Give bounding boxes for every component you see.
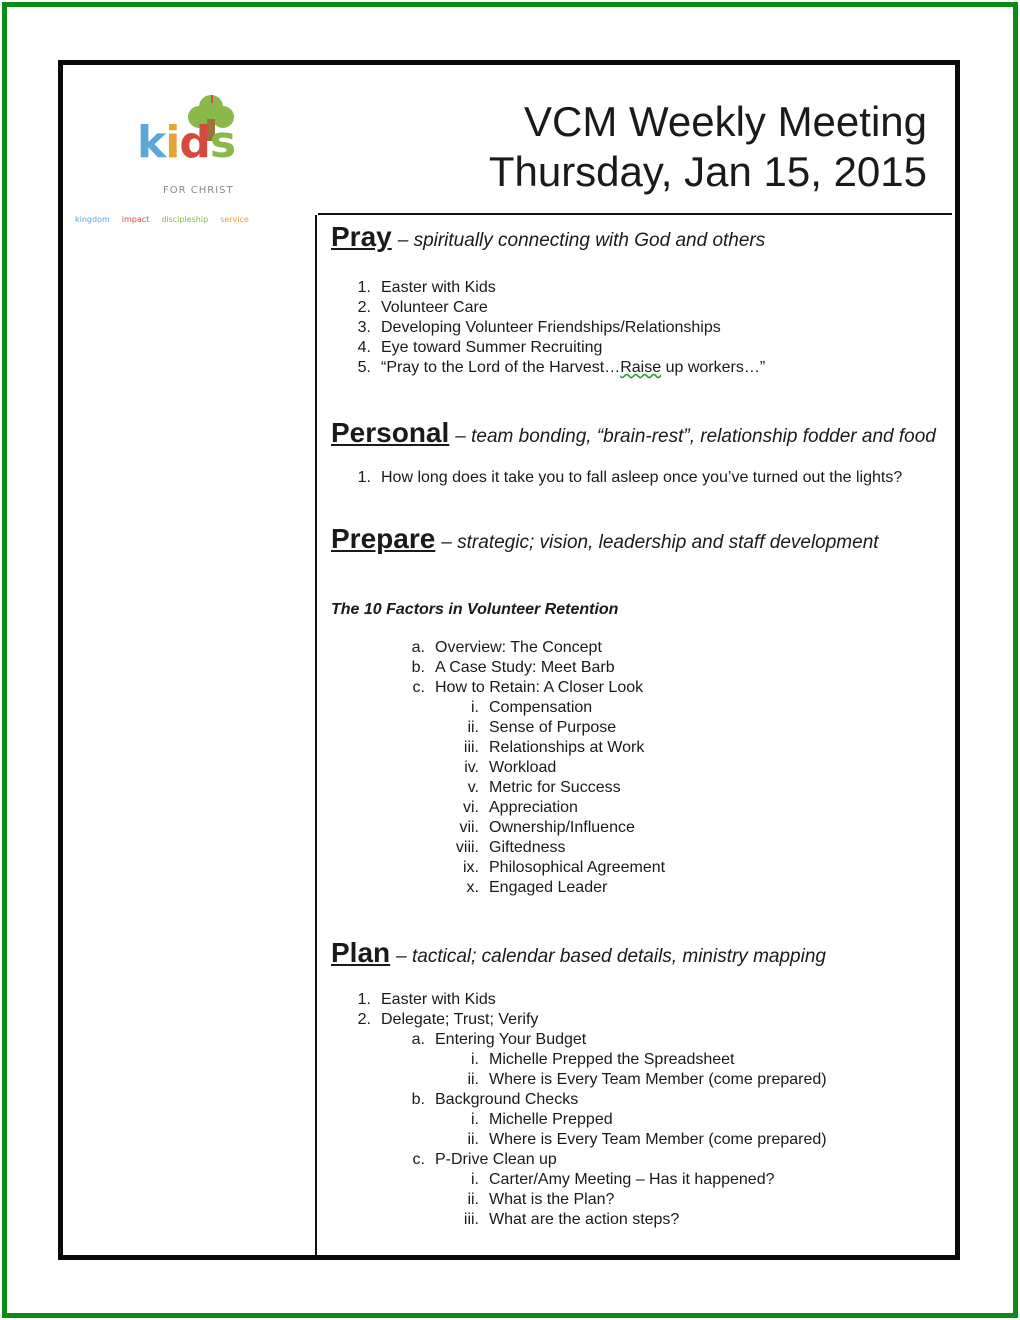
- title-line-2: Thursday, Jan 15, 2015: [488, 148, 927, 195]
- prepare-heading: Prepare: [331, 523, 436, 554]
- prepare-section: [331, 523, 951, 555]
- pray-heading: Pray: [331, 221, 392, 252]
- header-divider: [318, 213, 952, 215]
- prepare-subheading: The 10 Factors in Volunteer Retention: [331, 601, 619, 618]
- logo-word: kids: [137, 117, 236, 168]
- logo-tagline: kingdom impact discipleship service: [75, 215, 249, 224]
- personal-heading: Personal: [331, 417, 450, 448]
- prepare-description: – strategic; vision, leadership and staff development: [441, 532, 879, 553]
- document-page: kids FOR CHRIST kingdom impact discipleship service VCM Weekly Meeting Thursday, Jan 15, 2015 Pray – spiritually connecting with God and others 1. Easter with Kids 2. Volunteer Care 3. Developing Volunteer Friendships/Relationships 4. Eye toward Summer Recruiting 5. “Pray to the Lord of the Harvest…Raise up workers…” Personal – team bonding, “brain-rest”, relationship fodder and food 1. How long does it take you to fall asleep once you’ve turned out the lights? Prepare – strategic; vision, leadership and staff development The 10 Factors in Volunteer Retention a. Overview: The Concept b. A Case Study: Meet Barb c. How to Retain: A Closer Look i. Compensation ii. Sense of Purpose iii. Relationships at Work iv. Workload v. Metric for Success vi. Appreciation vii. Ownership/Influence viii. Giftedness ix. Philosophical Agreement x. Engaged Leader Plan – tactical; calendar based details, ministry mapping 1. Easter with Kids 2. Delegate; Trust; Verify a. Entering Your Budget i. Michelle Prepped the Spreadsheet ii. Where is Every Team Member (come prepared) b. Background Checks i. Michelle Prepped ii. Where is Every Team Member (come prepared) c. P-Drive Clean up i. Carter/Amy Meeting – Has it happened? ii. What is the Plan? iii. What are the action steps?: [58, 60, 960, 1260]
- personal-description: – team bonding, “brain-rest”, relationship fodder and food: [455, 426, 936, 447]
- pray-section: [331, 221, 951, 253]
- pray-description: – spiritually connecting with God and others: [397, 230, 766, 251]
- column-divider: [315, 215, 317, 1255]
- page-title: [489, 97, 927, 197]
- personal-section: [331, 417, 951, 449]
- plan-description: – tactical; calendar based details, ministry mapping: [396, 946, 826, 967]
- plan-section: [331, 937, 951, 969]
- title-line-1: VCM Weekly Meeting: [523, 98, 927, 145]
- kids-for-christ-logo: [75, 89, 285, 224]
- plan-heading: Plan: [331, 937, 391, 968]
- logo-subtitle: FOR CHRIST: [163, 185, 234, 196]
